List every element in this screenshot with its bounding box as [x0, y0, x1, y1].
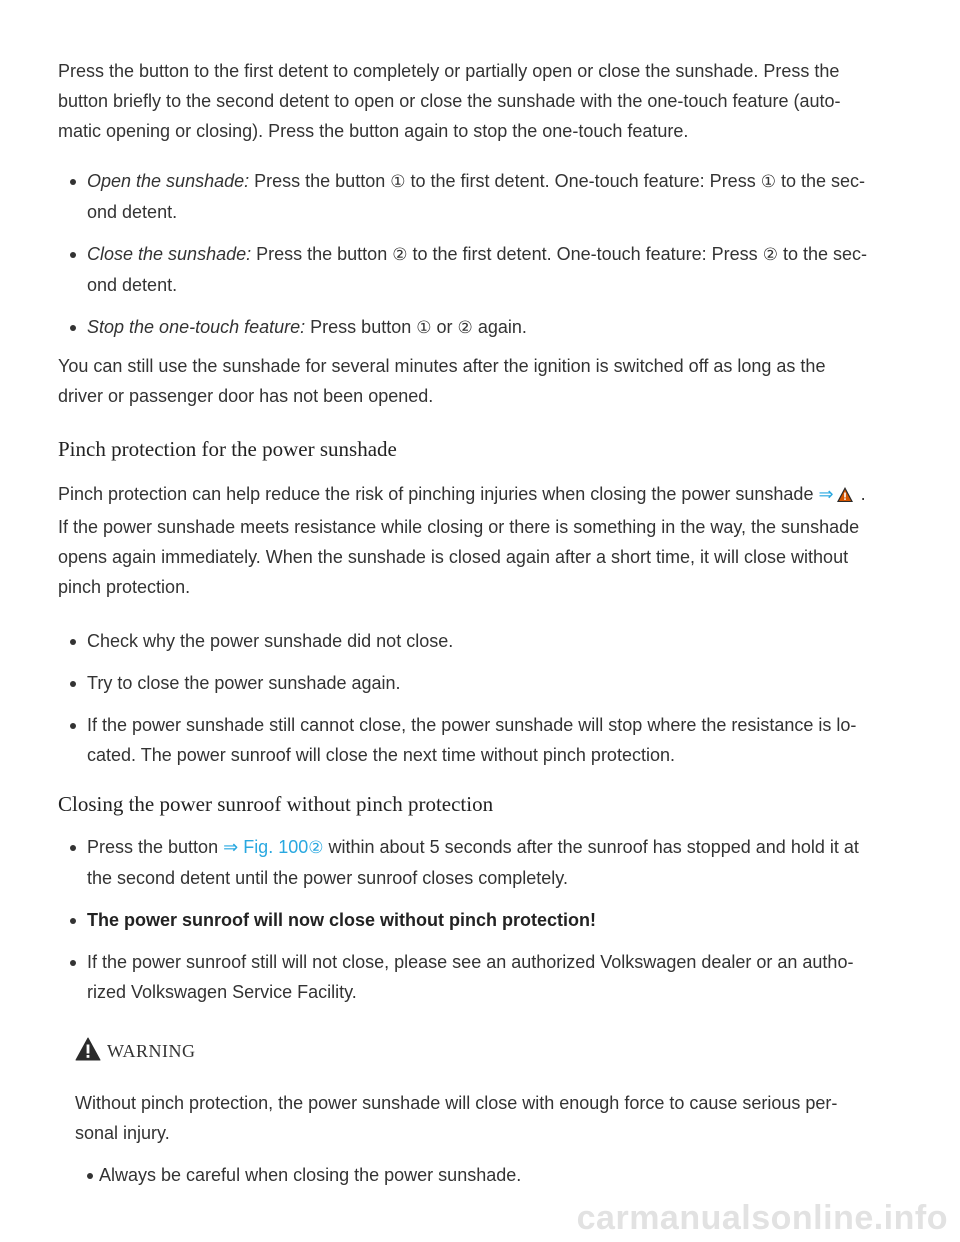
close-label: Close the sunshade: [87, 244, 252, 264]
operation-list [58, 166, 910, 343]
warning-triangle-icon [75, 1037, 107, 1066]
open-text-pre: Press the button [254, 171, 386, 191]
pinch-bullet-2: Try to close the power sunshade again. [87, 673, 401, 693]
pinch-line-1-end: . [860, 484, 866, 504]
still-use-line-1: You can still use the sunshade for several minutes after the ignition is switched off as long as the [58, 356, 826, 376]
stop-label: Stop the one-touch feature: [87, 317, 306, 337]
pinch-bullet-3-line-1: If the power sunshade still cannot close, the power sunshade will stop where the resistance is lo- [87, 715, 857, 735]
button-1-marker: ① [390, 172, 406, 191]
closing-list [58, 832, 910, 1007]
button-2-marker: ② [392, 245, 408, 264]
closing-bullet-3-line-1: If the power sunroof still will not close, please see an authorized Volkswagen dealer or an autho- [87, 952, 854, 972]
warning-text [75, 1088, 910, 1148]
warning-line-2: sonal injury. [75, 1123, 170, 1143]
manual-page [58, 56, 910, 1202]
close-text-line2: ond detent. [87, 275, 178, 295]
list-item [75, 1160, 910, 1190]
warning-title-row [75, 1037, 910, 1066]
close-text-post: to the sec- [782, 244, 868, 264]
stop-text-pre: Press button [310, 317, 412, 337]
pinch-line-1: Pinch protection can help reduce the risk of pinching injuries when closing the power sunshade [58, 484, 814, 504]
button-1-marker: ① [416, 318, 432, 337]
button-2-marker: ② [308, 838, 324, 857]
warning-list [75, 1160, 910, 1190]
pinch-line-3: opens again immediately. When the sunshade is closed again after a short time, it will close without [58, 547, 849, 567]
intro-paragraph [58, 56, 910, 146]
button-1-marker: ① [760, 172, 776, 191]
list-item-open [58, 166, 910, 227]
list-item [58, 947, 910, 1007]
close-text-mid: to the first detent. One-touch feature: Press [412, 244, 758, 264]
intro-line-3: matic opening or closing). Press the button again to stop the one-touch feature. [58, 121, 689, 141]
list-item-stop [58, 312, 910, 343]
still-use-paragraph [58, 351, 910, 411]
closing-heading: Closing the power sunroof without pinch protection [58, 792, 494, 816]
stop-text-post: again. [477, 317, 527, 337]
closing-bullet-1-post: within about 5 seconds after the sunroof has stopped and hold it at [328, 837, 859, 857]
open-label: Open the sunshade: [87, 171, 250, 191]
figure-link-text: ⇒ Fig. 100 [223, 837, 309, 857]
warning-icon[interactable] [836, 482, 854, 512]
list-item [58, 710, 910, 770]
button-2-marker: ② [762, 245, 778, 264]
list-item [58, 668, 910, 698]
warning-bullet: Always be careful when closing the power sunshade. [99, 1165, 522, 1185]
open-text-post: to the sec- [780, 171, 866, 191]
list-item [58, 626, 910, 656]
stop-text-mid: or [436, 317, 453, 337]
pinch-list [58, 626, 910, 770]
warning-line-1: Without pinch protection, the power sunshade will close with enough force to cause serious per- [75, 1093, 838, 1113]
warning-link-arrow[interactable]: ⇒ [818, 484, 834, 504]
warning-title: WARNING [107, 1041, 196, 1061]
list-item-close [58, 239, 910, 300]
open-text-line2: ond detent. [87, 202, 178, 222]
pinch-bullet-1: Check why the power sunshade did not close. [87, 631, 454, 651]
closing-bullet-1-pre: Press the button [87, 837, 219, 857]
closing-bullet-1-line2: the second detent until the power sunroof closes completely. [87, 868, 568, 888]
pinch-heading: Pinch protection for the power sunshade [58, 437, 397, 461]
closing-bullet-2-bold: The power sunroof will now close without pinch protection! [87, 910, 596, 930]
button-2-marker: ② [457, 318, 473, 337]
open-text-mid: to the first detent. One-touch feature: Press [410, 171, 756, 191]
pinch-paragraph [58, 479, 910, 602]
warning-box [75, 1037, 910, 1190]
intro-line-2: button briefly to the second detent to open or close the sunshade with the one-touch feature (auto- [58, 91, 841, 111]
pinch-bullet-3-line-2: cated. The power sunroof will close the next time without pinch protection. [87, 745, 675, 765]
close-text-pre: Press the button [256, 244, 388, 264]
watermark: carmanualsonline.info [576, 1199, 948, 1237]
still-use-line-2: driver or passenger door has not been opened. [58, 386, 434, 406]
pinch-line-2: If the power sunshade meets resistance while closing or there is something in the way, the sunshade [58, 517, 860, 537]
figure-link[interactable] [223, 837, 323, 857]
list-item [58, 905, 910, 935]
pinch-line-4: pinch protection. [58, 577, 191, 597]
intro-line-1: Press the button to the first detent to completely or partially open or close the sunshade. Press the [58, 61, 840, 81]
closing-bullet-3-line-2: rized Volkswagen Service Facility. [87, 982, 357, 1002]
list-item [58, 832, 910, 893]
